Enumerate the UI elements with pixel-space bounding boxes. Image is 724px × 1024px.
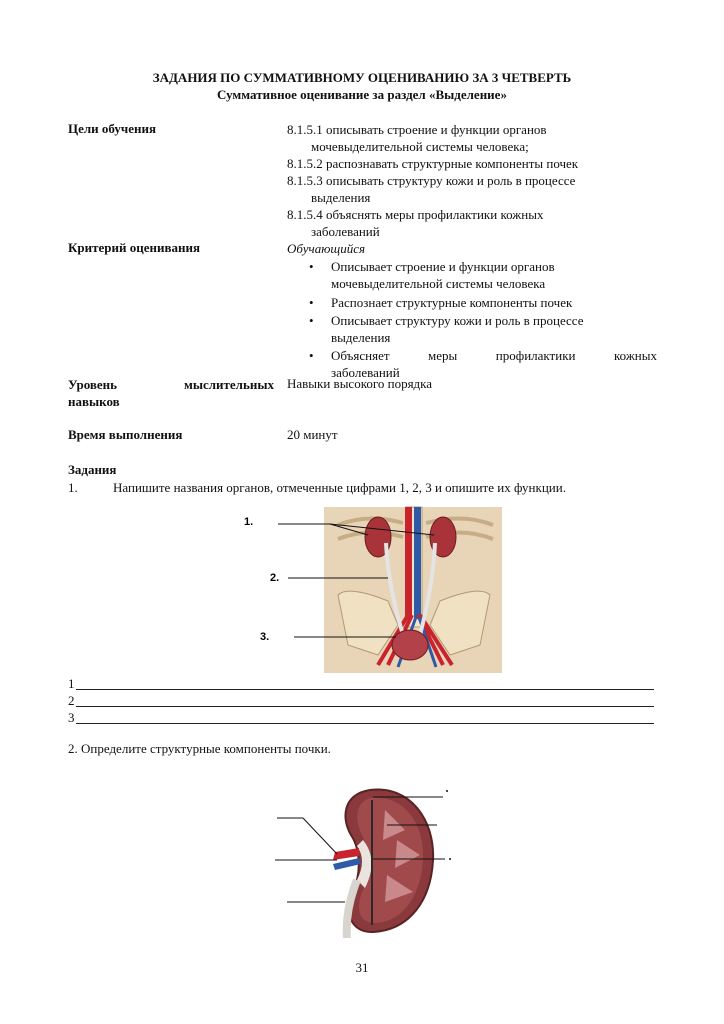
goal-item-3-cont: выделения xyxy=(311,190,371,205)
goals-label: Цели обучения xyxy=(68,121,157,136)
renal-vein-shape xyxy=(333,858,361,870)
goal-item-1-cont: мочевыделительной системы человека; xyxy=(311,139,529,154)
goal-item-2 xyxy=(287,155,578,172)
document-title: ЗАДАНИЯ ПО СУММАТИВНОМУ ОЦЕНИВАНИЮ ЗА 3 ЧЕТВЕРТЬ xyxy=(152,70,572,85)
bladder-shape xyxy=(392,630,428,660)
level-label xyxy=(68,376,274,410)
criteria-item-1 xyxy=(287,258,657,292)
task-2-text: 2. Определите структурные компоненты почки. xyxy=(68,741,331,756)
bullet-icon: • xyxy=(309,348,314,363)
figure-label-3: 3. xyxy=(260,631,270,643)
answer-line-2[interactable] xyxy=(68,693,654,707)
dot-marker xyxy=(449,858,451,860)
criteria-item-4-text: Объясняет меры профилактики кожных xyxy=(331,348,657,363)
dot-marker xyxy=(446,790,448,792)
answer-number-2: 2 xyxy=(68,693,75,708)
kidney-leader-left-1a xyxy=(303,818,337,854)
kidney-section-figure xyxy=(275,780,465,940)
urinary-system-figure xyxy=(238,505,504,675)
task-1-text: Напишите названия органов, отмеченные цифрами 1, 2, 3 и опишите их функции. xyxy=(113,480,566,495)
bullet-icon: • xyxy=(309,313,314,328)
criteria-item-2 xyxy=(287,294,657,311)
tasks-heading: Задания xyxy=(68,462,117,477)
answer-rule-1 xyxy=(76,689,654,690)
page-number: 31 xyxy=(355,960,369,975)
time-label: Время выполнения xyxy=(68,427,183,442)
document-subtitle: Суммативное оценивание за раздел «Выделение» xyxy=(217,87,507,102)
goal-item-4-cont: заболеваний xyxy=(311,224,380,239)
goal-item-3 xyxy=(287,172,575,206)
goal-item-1 xyxy=(287,121,547,155)
answer-rule-2 xyxy=(76,706,654,707)
time-value: 20 минут xyxy=(287,427,338,442)
criteria-item-2-text: Распознает структурные компоненты почек xyxy=(331,295,573,310)
bullet-icon: • xyxy=(309,295,314,310)
answer-line-1[interactable] xyxy=(68,676,654,690)
criteria-item-1-cont: мочевыделительной системы человека xyxy=(331,276,546,291)
answer-number-3: 3 xyxy=(68,710,75,725)
bullet-icon: • xyxy=(309,259,314,274)
goal-item-1-text: 8.1.5.1 описывать строение и функции органов xyxy=(287,122,547,137)
goal-item-4-text: 8.1.5.4 объяснять меры профилактики кожных xyxy=(287,207,544,222)
level-label-word1: Уровень xyxy=(68,377,118,392)
task-1-number: 1. xyxy=(68,480,78,495)
criteria-item-3-text: Описывает структуру кожи и роль в процессе xyxy=(331,313,584,328)
level-value: Навыки высокого порядка xyxy=(287,376,433,391)
level-label-word2: мыслительных xyxy=(183,377,274,392)
criteria-list xyxy=(287,240,657,381)
aorta-shape xyxy=(405,507,412,619)
criteria-item-4-cont: заболеваний xyxy=(331,365,400,380)
figure-label-1: 1. xyxy=(244,516,254,528)
criteria-head: Обучающийся xyxy=(287,241,366,256)
answer-line-3[interactable] xyxy=(68,710,654,724)
criteria-item-1-text: Описывает строение и функции органов xyxy=(331,259,555,274)
goal-item-2-text: 8.1.5.2 распознавать структурные компоненты почек xyxy=(287,156,579,171)
goal-item-3-text: 8.1.5.3 описывать структуру кожи и роль в процессе xyxy=(287,173,576,188)
goal-item-4 xyxy=(287,206,543,240)
criteria-item-3 xyxy=(287,312,657,346)
level-label-line2: навыков xyxy=(68,394,120,409)
criteria-item-3-cont: выделения xyxy=(331,330,391,345)
answer-number-1: 1 xyxy=(68,676,75,691)
answer-rule-3 xyxy=(76,723,654,724)
figure-label-2: 2. xyxy=(270,572,280,584)
vena-cava-shape xyxy=(414,507,421,619)
criteria-label: Критерий оценивания xyxy=(68,240,201,255)
